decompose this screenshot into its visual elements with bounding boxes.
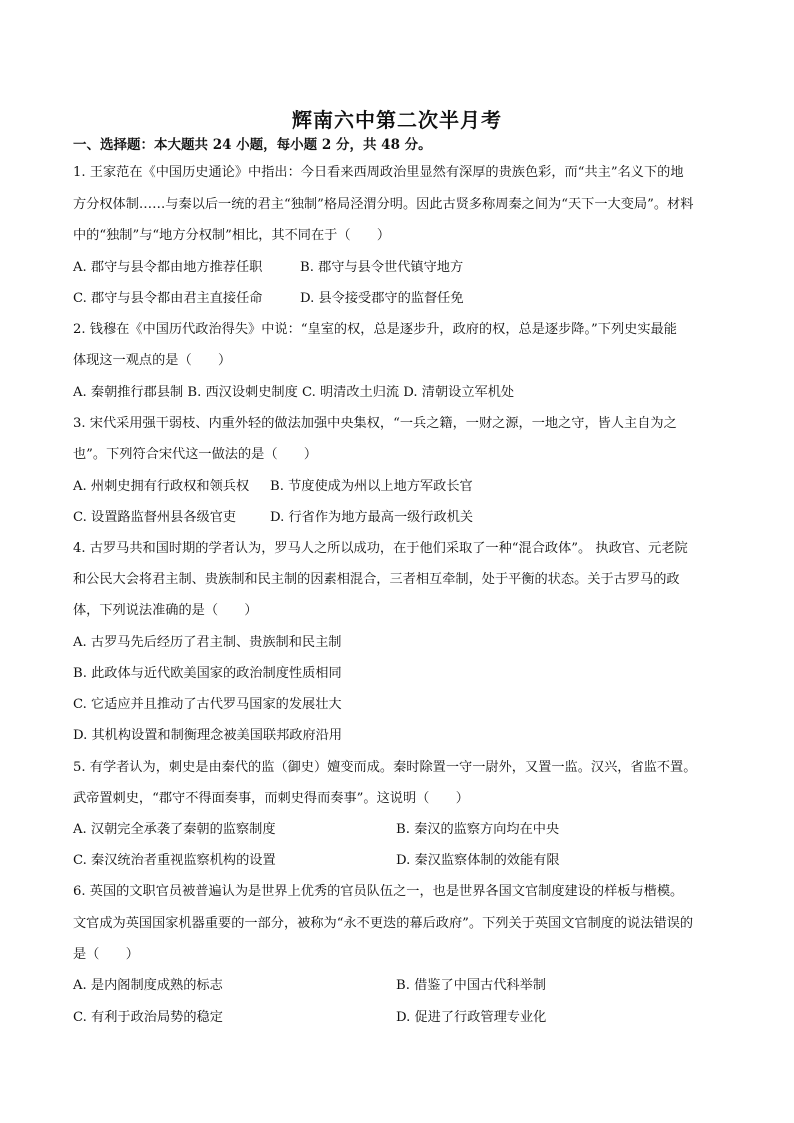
q1-option-a: A. 郡守与县令都由地方推荐任职: [73, 260, 263, 275]
q1-option-c: C. 郡守与县令都由君主直接任命: [73, 291, 263, 306]
q1-stem-line-2: 方分权体制……与秦以后一统的君主“独制”格局泾渭分明。因此古贤多称周秦之间为“天下一大变局”。材料: [73, 197, 694, 212]
q3-stem-line-2: 也”。下列符合宋代这一做法的是（ ）: [73, 447, 318, 462]
q5-stem-line-1: 5. 有学者认为，刺史是由秦代的监（御史）嬗变而成。秦时除置一守一尉外，又置一监。汉兴，省监不置。: [73, 760, 697, 775]
q6-option-c: C. 有利于政治局势的稳定: [73, 1010, 223, 1025]
q1-option-d: D. 县令接受郡守的监督任免: [300, 291, 464, 306]
q4-stem-line-3: 体，下列说法准确的是（ ）: [73, 603, 258, 618]
q5-option-b: B. 秦汉的监察方向均在中央: [396, 822, 560, 837]
q3-option-b: B. 节度使成为州以上地方军政长官: [270, 479, 473, 494]
q3-option-d: D. 行省作为地方最高一级行政机关: [270, 510, 474, 525]
q4-stem-line-2: 和公民大会将君主制、贵族制和民主制的因素相混合，三者相互牵制，处于平衡的状态。关于古罗马的政: [73, 572, 680, 587]
q2-options: A. 秦朝推行郡县制 B. 西汉设刺史制度 C. 明清改土归流 D. 清朝设立军机处: [73, 385, 515, 400]
q5-option-c: C. 秦汉统治者重视监察机构的设置: [73, 853, 276, 868]
section-heading: 一、选择题：本大题共 24 小题，每小题 2 分，共 48 分。: [73, 137, 432, 153]
q5-option-a: A. 汉朝完全承袭了秦朝的监察制度: [73, 822, 276, 837]
q3-option-c: C. 设置路监督州县各级官吏: [73, 510, 237, 525]
q4-stem-line-1: 4. 古罗马共和国时期的学者认为，罗马人之所以成功，在于他们采取了一种“混合政体”。 执政官、元老院: [73, 541, 688, 556]
q6-option-a: A. 是内阁制度成熟的标志: [73, 978, 223, 993]
exam-title: 辉南六中第二次半月考: [292, 108, 502, 132]
q6-stem-line-1: 6. 英国的文职官员被普遍认为是世界上优秀的官员队伍之一，也是世界各国文官制度建设的样板与楷模。: [73, 884, 684, 899]
q4-option-c: C. 它适应并且推动了古代罗马国家的发展壮大: [73, 697, 342, 712]
q1-stem-line-1: 1. 王家范在《中国历史通论》中指出：今日看来西周政治里显然有深厚的贵族色彩，而“共主”名义下的地: [73, 165, 684, 180]
q2-stem-line-1: 2. 钱穆在《中国历代政治得失》中说：“皇室的权，总是逐步升，政府的权，总是逐步降。”下列史实最能: [73, 322, 677, 337]
q3-option-a: A. 州刺史拥有行政权和领兵权: [73, 479, 250, 494]
q3-stem-line-1: 3. 宋代采用强干弱枝、内重外轻的做法加强中央集权，“一兵之籍，一财之源，一地之守，皆人主自为之: [73, 416, 677, 431]
q2-stem-line-2: 体现这一观点的是（ ）: [73, 353, 232, 368]
q6-option-d: D. 促进了行政管理专业化: [396, 1010, 547, 1025]
q6-option-b: B. 借鉴了中国古代科举制: [396, 978, 546, 993]
q6-stem-line-2: 文官成为英国国家机器重要的一部分，被称为“永不更迭的幕后政府”。下列关于英国文官制度的说法错误的: [73, 916, 694, 931]
q5-option-d: D. 秦汉监察体制的效能有限: [396, 853, 560, 868]
q1-stem-line-3: 中的“独制”与“地方分权制”相比，其不同在于（ ）: [73, 228, 391, 243]
q4-option-a: A. 古罗马先后经历了君主制、贵族制和民主制: [73, 635, 342, 650]
q4-option-d: D. 其机构设置和制衡理念被美国联邦政府沿用: [73, 728, 343, 743]
q6-stem-line-3: 是（ ）: [73, 947, 139, 962]
q5-stem-line-2: 武帝置刺史，“郡守不得面奏事，而刺史得而奏事”。这说明（ ）: [73, 791, 469, 806]
q1-option-b: B. 郡守与县令世代镇守地方: [300, 260, 464, 275]
q4-option-b: B. 此政体与近代欧美国家的政治制度性质相同: [73, 666, 342, 681]
